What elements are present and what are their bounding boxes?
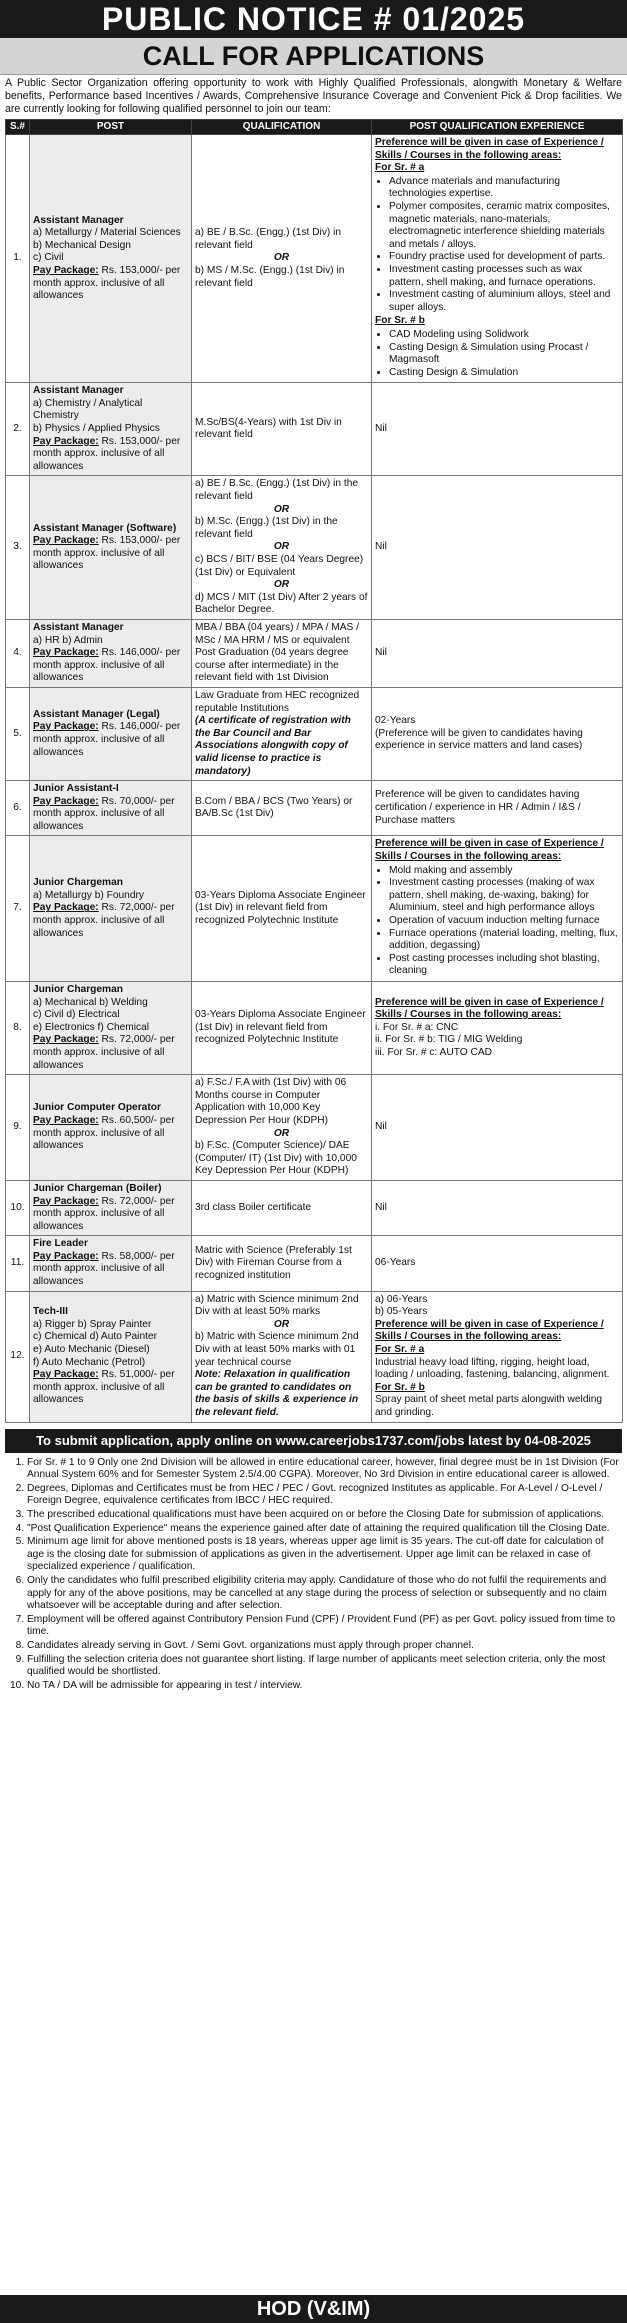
post-cell <box>30 1075 192 1181</box>
experience-cell <box>372 619 623 687</box>
pay-value: Rs. 153,000/- per month approx. inclusive of all allowances <box>33 264 181 302</box>
experience-text: Nil <box>375 423 387 435</box>
experience-item: • Mold making and assembly <box>389 865 619 878</box>
or-separator: OR <box>273 1127 290 1139</box>
experience-item: • Furnace operations (material loading, melting, flux, addition, degassing) <box>389 928 619 953</box>
experience-item: • Foundry practise used for development of parts. <box>389 251 619 264</box>
experience-text: Nil <box>375 1201 387 1213</box>
qualification-note: Note: Relaxation in qualification can be granted to candidates on the basis of skills & experience in the relevant field. <box>195 1369 359 1418</box>
table-row <box>6 476 623 620</box>
qualification-cell <box>192 619 372 687</box>
row-number: 5. <box>6 687 30 780</box>
pay-label: Pay Package: <box>33 795 99 807</box>
qualification-item: MBA / BBA (04 years) / MPA / MAS / MSc / MA HRM / MS or equivalent Post Graduation (04 years degree course after intermediate) in the relevant field with 1st Division <box>195 621 359 684</box>
experience-cell <box>372 836 623 982</box>
experience-cell <box>372 476 623 620</box>
experience-text: Nil <box>375 647 387 659</box>
experience-text: Nil <box>375 1121 387 1133</box>
post-specialization: b) Physics / Applied Physics <box>33 423 160 435</box>
qualification-item: a) BE / B.Sc. (Engg.) (1st Div) in the relevant field <box>195 478 359 503</box>
post-cell <box>30 619 192 687</box>
experience-text: 02-Years <box>375 715 416 727</box>
experience-cell <box>372 781 623 836</box>
table-header-row <box>6 120 623 135</box>
positions-table <box>5 119 623 1423</box>
experience-item: i. For Sr. # a: CNC <box>375 1021 459 1033</box>
experience-item: ii. For Sr. # b: TIG / MIG Welding <box>375 1034 523 1046</box>
table-row <box>6 836 623 982</box>
post-cell <box>30 1180 192 1235</box>
experience-text: Preference will be given to candidates having certification / experience in HR / Admin / I&S / Purchase matters <box>375 789 581 826</box>
pay-value: Rs. 72,000/- per month approx. inclusive of all allowances <box>33 902 175 939</box>
row-number: 2. <box>6 383 30 476</box>
qualification-item: 3rd class Boiler certificate <box>195 1201 312 1213</box>
pay-label: Pay Package: <box>33 1369 99 1381</box>
experience-cell <box>372 135 623 383</box>
row-number: 1. <box>6 135 30 383</box>
post-title: Tech-III <box>33 1306 68 1318</box>
pay-value: Rs. 58,000/- per month approx. inclusive of all allowances <box>33 1250 175 1288</box>
call-for-applications-title: CALL FOR APPLICATIONS <box>0 38 627 75</box>
col-header-qualification: QUALIFICATION <box>192 120 372 135</box>
post-specialization: a) Metallurgy / Material Sciences <box>33 227 181 239</box>
post-title: Junior Chargeman (Boiler) <box>33 1182 162 1194</box>
row-number: 9. <box>6 1075 30 1181</box>
pay-value: Rs. 146,000/- per month approx. inclusive of all allowances <box>33 647 181 684</box>
experience-cell <box>372 1180 623 1235</box>
row-number: 10. <box>6 1180 30 1235</box>
row-number: 3. <box>6 476 30 620</box>
pay-label: Pay Package: <box>33 1114 99 1126</box>
pay-label: Pay Package: <box>33 647 99 659</box>
row-number: 12. <box>6 1291 30 1422</box>
post-cell <box>30 1236 192 1291</box>
experience-item: • Polymer composites, ceramic matrix composites, magnetic materials, nano-materials, electromagnetic interference shielding materials and metals / alloys. <box>389 201 619 251</box>
pay-package <box>33 721 188 759</box>
experience-text: Nil <box>375 541 387 553</box>
experience-text: 06-Years <box>375 1257 416 1269</box>
submit-instructions: To submit application, apply online on www.careerjobs1737.com/jobs latest by 04-08-2025 <box>5 1429 622 1453</box>
qualification-item: b) MS / M.Sc. (Engg.) (1st Div) in relevant field <box>195 264 345 289</box>
qualification-cell <box>192 1075 372 1181</box>
post-title: Fire Leader <box>33 1238 88 1250</box>
post-title: Junior Chargeman <box>33 877 124 889</box>
post-cell <box>30 383 192 476</box>
experience-text: Spray paint of sheet metal parts alongwith welding and grinding. <box>375 1394 603 1418</box>
or-separator: OR <box>273 541 290 553</box>
post-specialization: a) Rigger b) Spray Painter <box>33 1318 152 1330</box>
qualification-item: a) Matric with Science minimum 2nd Div with at least 50% marks <box>195 1293 359 1318</box>
note-item: 8. Candidates already serving in Govt. / Semi Govt. organizations must apply through proper channel. <box>27 1640 622 1653</box>
qualification-cell <box>192 687 372 780</box>
post-specialization: f) Auto Mechanic (Petrol) <box>33 1356 146 1368</box>
or-separator: OR <box>273 252 290 264</box>
pay-package <box>33 1196 188 1234</box>
post-title: Junior Chargeman <box>33 984 124 995</box>
pay-label: Pay Package: <box>33 1195 99 1207</box>
experience-list <box>375 176 619 315</box>
post-cell <box>30 687 192 780</box>
experience-cell <box>372 687 623 780</box>
qualification-note: (A certificate of registration with the Bar Council and Bar Associations alongwith copy of valid license to practice is mandatory) <box>195 715 351 777</box>
pay-value: Rs. 153,000/- per month approx. inclusive of all allowances <box>33 535 181 572</box>
qualification-cell <box>192 135 372 383</box>
pay-label: Pay Package: <box>33 902 99 914</box>
pay-value: Rs. 72,000/- per month approx. inclusive of all allowances <box>33 1034 175 1071</box>
qualification-item: d) MCS / MIT (1st Div) After 2 years of Bachelor Degree. <box>195 591 368 616</box>
qualification-item: a) BE / B.Sc. (Engg.) (1st Div) in relevant field <box>195 227 342 251</box>
footer-signature: HOD (V&IM) <box>0 2295 627 2323</box>
experience-cell <box>372 982 623 1075</box>
post-title: Assistant Manager <box>33 385 124 397</box>
post-specialization: b) Mechanical Design <box>33 239 131 251</box>
post-specialization: e) Electronics f) Chemical <box>33 1021 150 1033</box>
pay-value: Rs. 60,500/- per month approx. inclusive of all allowances <box>33 1114 175 1152</box>
table-row <box>6 1075 623 1181</box>
pay-package <box>33 796 188 834</box>
experience-heading: Preference will be given in case of Experience / Skills / Courses in the following areas: <box>375 838 604 863</box>
experience-item: • CAD Modeling using Solidwork <box>389 329 619 342</box>
post-title: Assistant Manager (Legal) <box>33 708 160 720</box>
or-separator: OR <box>273 503 290 515</box>
or-separator: OR <box>273 1318 290 1330</box>
post-cell <box>30 135 192 383</box>
table-row <box>6 1236 623 1291</box>
pay-value: Rs. 146,000/- per month approx. inclusive of all allowances <box>33 721 181 758</box>
pay-package <box>33 436 188 474</box>
or-separator: OR <box>273 579 290 591</box>
experience-item: • Casting Design & Simulation <box>389 367 619 380</box>
row-number: 6. <box>6 781 30 836</box>
note-item: 6. Only the candidates who fulfil prescribed eligibility criteria may apply. Candidature of those who do not fulfil the requirements and apply for any of the above positions, may be cancelled at any stage during the process of selection or subsequently and no claim whatsoever will be acceptable during and after selection. <box>27 1575 622 1613</box>
pay-package <box>33 535 188 573</box>
note-item: 3. The prescribed educational qualifications must have been acquired on or before the Closing Date for submission of applications. <box>27 1509 622 1522</box>
row-number: 11. <box>6 1236 30 1291</box>
post-specialization: c) Chemical d) Auto Painter <box>33 1331 158 1343</box>
positions-table-body <box>6 135 623 1423</box>
col-header-sn: S.# <box>6 120 30 135</box>
qualification-item: b) M.Sc. (Engg.) (1st Div) in the relevant field <box>195 516 338 540</box>
pay-package <box>33 265 188 303</box>
qualification-cell <box>192 982 372 1075</box>
intro-paragraph: A Public Sector Organization offering opportunity to work with Highly Qualified Professionals, alongwith Monetary & Welfare benefits, Performance based Incentives / Awards, Comprehensive Insurance Coverage and Convenient Pick & Drop facilities. We are currently looking for following qualified personnel to join our team: <box>5 77 622 115</box>
pay-value: Rs. 51,000/- per month approx. inclusive of all allowances <box>33 1369 175 1406</box>
notes-list <box>5 1457 622 1693</box>
experience-note: (Preference will be given to candidates having experience in service matters and land cases) <box>375 727 583 752</box>
experience-sub-heading: For Sr. # b <box>375 1381 425 1393</box>
qualification-cell <box>192 836 372 982</box>
note-item: 9. Fulfilling the selection criteria does not guarantee short listing. If large number of applicants meet selection criteria, only the most qualified would be shortlisted. <box>27 1654 622 1679</box>
table-row <box>6 687 623 780</box>
post-specialization: c) Civil <box>33 252 64 264</box>
post-cell <box>30 1291 192 1422</box>
row-number: 8. <box>6 982 30 1075</box>
table-row <box>6 982 623 1075</box>
pay-package <box>33 1115 188 1153</box>
qualification-item: M.Sc/BS(4-Years) with 1st Div in relevant field <box>195 416 342 441</box>
post-cell <box>30 836 192 982</box>
qualification-item: c) BCS / BIT/ BSE (04 Years Degree) (1st Div) or Equivalent <box>195 554 364 578</box>
pay-package <box>33 647 188 685</box>
qualification-item: b) Matric with Science minimum 2nd Div with at least 50% marks with 01 year technical course <box>195 1331 359 1368</box>
notice-title: PUBLIC NOTICE # 01/2025 <box>0 0 627 38</box>
experience-text: Industrial heavy load lifting, rigging, height load, loading / unloading, fastening, balancing, alignment. <box>375 1356 610 1381</box>
experience-item: • Investment casting of aluminium alloys, steel and super alloys. <box>389 289 619 314</box>
experience-sub-heading: For Sr. # a <box>375 162 425 174</box>
experience-heading: Preference will be given in case of Experience / Skills / Courses in the following areas: <box>375 137 604 161</box>
post-title: Assistant Manager <box>33 214 124 226</box>
experience-item: • Advance materials and manufacturing technologies expertise. <box>389 176 619 201</box>
pay-value: Rs. 70,000/- per month approx. inclusive of all allowances <box>33 795 175 832</box>
qualification-cell <box>192 781 372 836</box>
experience-item: • Casting Design & Simulation using Procast / Magmasoft <box>389 342 619 367</box>
experience-heading: Preference will be given in case of Experience / Skills / Courses in the following areas: <box>375 1318 604 1343</box>
experience-cell <box>372 1236 623 1291</box>
qualification-cell <box>192 1291 372 1422</box>
qualification-cell <box>192 383 372 476</box>
table-row <box>6 619 623 687</box>
table-row <box>6 1291 623 1422</box>
post-specialization: a) HR b) Admin <box>33 634 103 646</box>
pay-value: Rs. 153,000/- per month approx. inclusive of all allowances <box>33 435 181 472</box>
post-specialization: a) Chemistry / Analytical Chemistry <box>33 397 143 422</box>
col-header-experience: POST QUALIFICATION EXPERIENCE <box>372 120 623 135</box>
post-specialization: a) Metallurgy b) Foundry <box>33 889 144 901</box>
post-title: Junior Assistant-I <box>33 783 119 795</box>
qualification-item: b) F.Sc. (Computer Science)/ DAE (Computer/ IT) (1st Div) with 10,000 Key Depression Per Hour (KDPH) <box>195 1140 357 1177</box>
note-item: 7. Employment will be offered against Contributory Pension Fund (CPF) / Provident Fund (PF) as per Govt. policy issued from time to time. <box>27 1614 622 1639</box>
qualification-item: a) F.Sc./ F.A with (1st Div) with 06 Months course in Computer Application with 10,000 Key Depression Per Hour (KDPH) <box>195 1077 347 1126</box>
experience-cell <box>372 1075 623 1181</box>
experience-cell <box>372 383 623 476</box>
experience-item: • Investment casting processes (making of wax pattern, shell making, de-waxing, baking) for Aluminium, steel and high performance alloys <box>389 877 619 915</box>
post-title: Assistant Manager <box>33 621 124 633</box>
pay-label: Pay Package: <box>33 1034 99 1046</box>
col-header-post: POST <box>30 120 192 135</box>
note-item: 1. For Sr. # 1 to 9 Only one 2nd Division will be allowed in entire educational career, however, final degree must be in 1st Division (For Annual System 60% and for Semester System 2.5/4.00 CGPA). Moreover, No 3rd Division in entire educational career is allowed. <box>27 1457 622 1482</box>
table-row <box>6 1180 623 1235</box>
qualification-cell <box>192 1180 372 1235</box>
post-title: Junior Computer Operator <box>33 1102 161 1114</box>
note-item: 4. "Post Qualification Experience" means the experience gained after date of attaining the required qualification till the Closing Date. <box>27 1523 622 1536</box>
pay-label: Pay Package: <box>33 535 99 547</box>
qualification-item: B.Com / BBA / BCS (Two Years) or BA/B.Sc (1st Div) <box>195 795 353 820</box>
table-row <box>6 383 623 476</box>
table-row <box>6 781 623 836</box>
experience-years: b) 05-Years <box>375 1306 428 1318</box>
note-item: 2. Degrees, Diplomas and Certificates must be from HEC / PEC / Govt. recognized Institutes as applicable. For A-Level / O-Level / Foreign Degree, equivalence certificates from IBCC / HEC required. <box>27 1483 622 1508</box>
table-row <box>6 135 623 383</box>
post-specialization: a) Mechanical b) Welding <box>33 996 148 1008</box>
pay-value: Rs. 72,000/- per month approx. inclusive of all allowances <box>33 1195 175 1232</box>
post-specialization: c) Civil d) Electrical <box>33 1009 120 1021</box>
pay-package <box>33 1369 188 1407</box>
post-title: Assistant Manager (Software) <box>33 522 177 534</box>
experience-sub-heading: For Sr. # a <box>375 1344 425 1356</box>
qualification-cell <box>192 476 372 620</box>
pay-package <box>33 1251 188 1289</box>
qualification-cell <box>192 1236 372 1291</box>
note-item: 10. No TA / DA will be admissible for appearing in test / interview. <box>27 1680 622 1693</box>
pay-package <box>33 1034 188 1072</box>
row-number: 4. <box>6 619 30 687</box>
post-cell <box>30 982 192 1075</box>
experience-item: • Investment casting processes such as wax pattern, shell making, and furnace operations. <box>389 264 619 289</box>
experience-cell <box>372 1291 623 1422</box>
pay-label: Pay Package: <box>33 435 99 447</box>
experience-item: • Post casting processes including shot blasting, cleaning <box>389 953 619 978</box>
note-item: 5. Minimum age limit for above mentioned posts is 18 years, whereas upper age limit is 35 years. The cut-off date for calculation of age is the closing date for submission of applications as given in the advertisement. Upper age limit can be relaxed in case of specialized experience / qualification. <box>27 1536 622 1574</box>
qualification-item: 03-Years Diploma Associate Engineer (1st Div) in relevant field from recognized Polytechnic Institute <box>195 889 366 927</box>
experience-sub-heading: For Sr. # b <box>375 315 425 327</box>
row-number: 7. <box>6 836 30 982</box>
pay-package <box>33 902 188 940</box>
qualification-item: Law Graduate from HEC recognized reputable Institutions <box>195 689 360 714</box>
post-cell <box>30 476 192 620</box>
qualification-item: Matric with Science (Preferably 1st Div) with Fireman Course from a recognized institution <box>195 1244 352 1281</box>
experience-item: iii. For Sr. # c: AUTO CAD <box>375 1046 492 1058</box>
qualification-item: 03-Years Diploma Associate Engineer (1st Div) in relevant field from recognized Polytechnic Institute <box>195 1009 366 1046</box>
pay-label: Pay Package: <box>33 1250 99 1262</box>
experience-years: a) 06-Years <box>375 1293 428 1305</box>
experience-heading: Preference will be given in case of Experience / Skills / Courses in the following areas: <box>375 996 604 1021</box>
experience-list <box>375 865 619 978</box>
pay-label: Pay Package: <box>33 264 99 276</box>
pay-label: Pay Package: <box>33 721 99 733</box>
post-specialization: e) Auto Mechanic (Diesel) <box>33 1344 150 1356</box>
experience-list <box>375 329 619 379</box>
post-cell <box>30 781 192 836</box>
experience-item: • Operation of vacuum induction melting furnace <box>389 915 619 928</box>
